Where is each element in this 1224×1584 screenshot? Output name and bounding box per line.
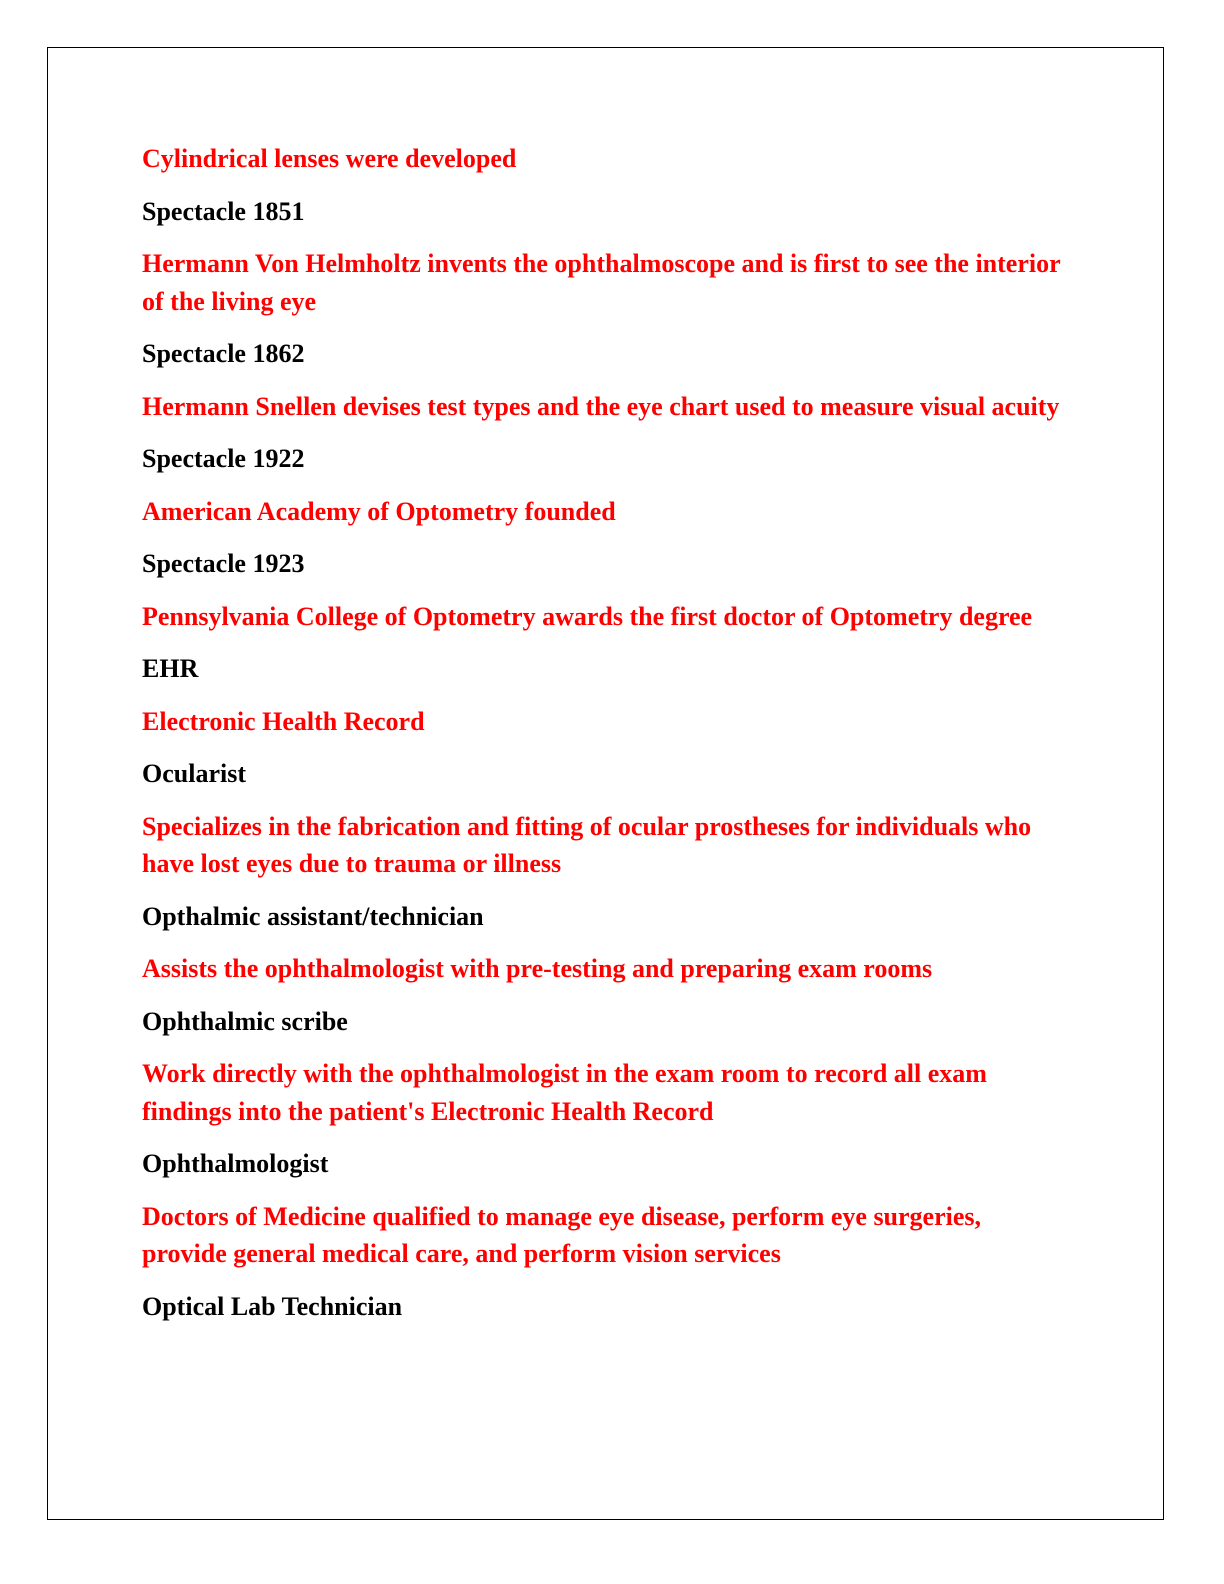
term-text: Spectacle 1923 [142, 549, 305, 578]
term-text: Spectacle 1922 [142, 444, 305, 473]
term-text: Opthalmic assistant/technician [142, 901, 484, 931]
definition-text: Specializes in the fabrication and fitting of ocular prostheses for individuals who have lost eyes due to trauma or illness [142, 811, 1032, 878]
definition-text: Hermann Snellen devises test types and the eye chart used to measure visual acuity [142, 391, 1060, 421]
term-text: Ophthalmic scribe [142, 1006, 348, 1036]
term-text: EHR [142, 654, 199, 683]
definition-text: Pennsylvania College of Optometry awards the first doctor of Optometry degree [142, 601, 1033, 631]
definition-text: Hermann Von Helmholtz invents the ophthalmoscope and is first to see the interior of the living eye [142, 249, 1061, 316]
term-text: Spectacle 1851 [142, 196, 305, 226]
definition-text: Work directly with the ophthalmologist in the exam room to record all exam findings into the patient's Electronic Health Record [142, 1059, 987, 1126]
term-text: Ophthalmologist [142, 1149, 329, 1178]
definition-text: American Academy of Optometry founded [142, 496, 616, 526]
definition-text: Doctors of Medicine qualified to manage eye disease, perform eye surgeries, provide general medical care, and perform vision services [142, 1201, 982, 1268]
term-text: Ocularist [142, 759, 246, 788]
definition-text: Cylindrical lenses were developed [142, 144, 517, 173]
definition-text: Assists the ophthalmologist with pre-testing and preparing exam rooms [142, 954, 933, 983]
term-text: Spectacle 1862 [142, 339, 305, 368]
flashcard-list [142, 140, 1062, 1340]
term-text: Optical Lab Technician [142, 1291, 403, 1321]
definition-text: Electronic Health Record [142, 706, 425, 736]
